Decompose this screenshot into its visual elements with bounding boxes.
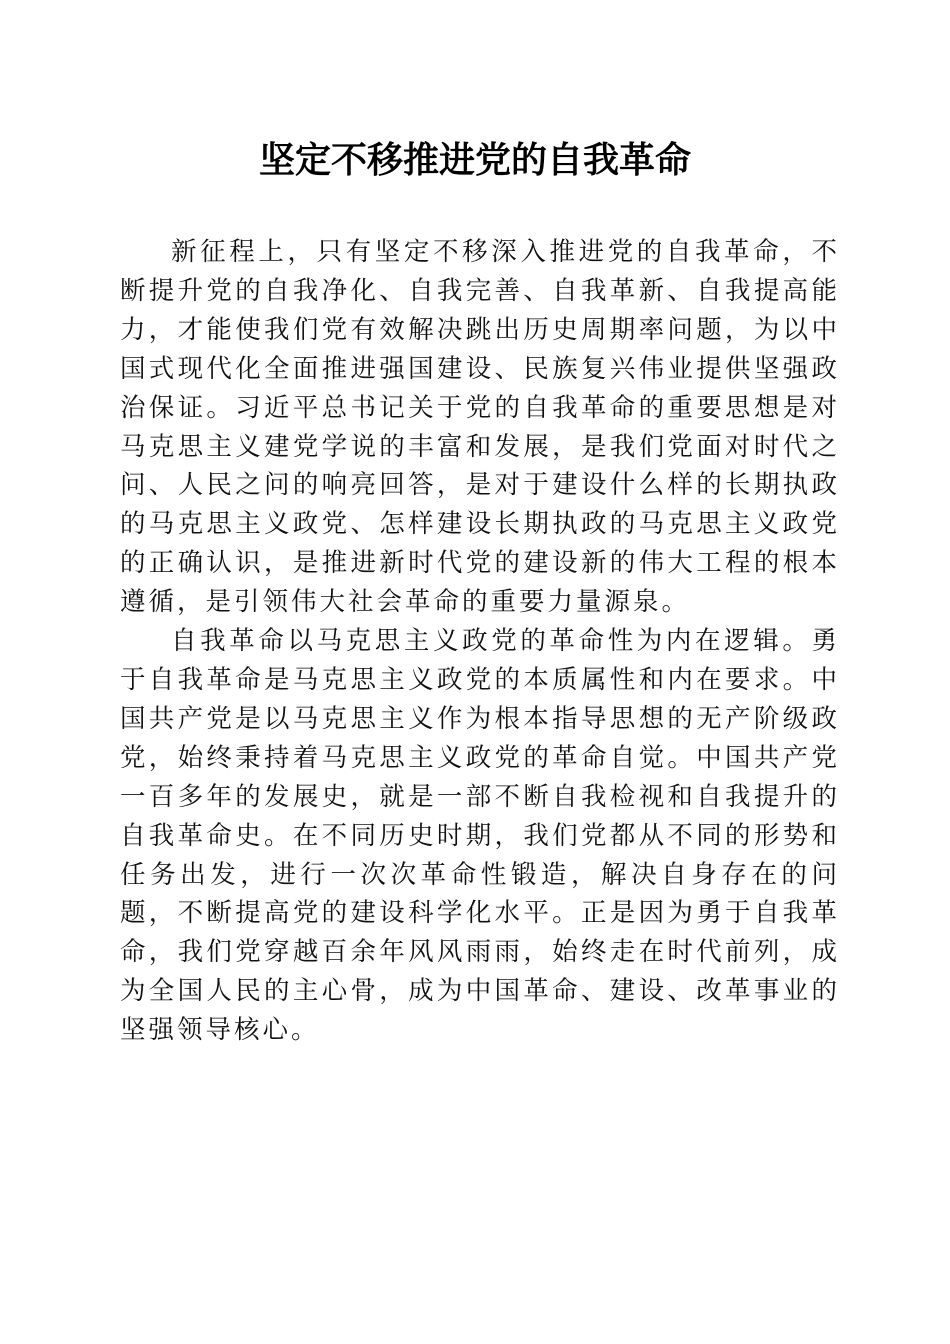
paragraph-1: 新征程上，只有坚定不移深入推进党的自我革命，不断提升党的自我净化、自我完善、自我革新、自我提高能力，才能使我们党有效解决跳出历史周期率问题，为以中国式现代化全面推进强国建设、民族复兴伟业提供坚强政治保证。习近平总书记关于党的自我革命的重要思想是对马克思主义建党学说的丰富和发展，是我们党面对时代之问、人民之问的响亮回答，是对于建设什么样的长期执政的马克思主义政党、怎样建设长期执政的马克思主义政党的正确认识，是推进新时代党的建设新的伟大工程的根本遵循，是引领伟大社会革命的重要力量源泉。	[120, 237, 840, 618]
document-body	[120, 233, 840, 1050]
document-title: 坚定不移推进党的自我革命	[258, 139, 691, 181]
paragraph-2: 自我革命以马克思主义政党的革命性为内在逻辑。勇于自我革命是马克思主义政党的本质属性和内在要求。中国共产党是以马克思主义作为根本指导思想的无产阶级政党，始终秉持着马克思主义政党的革命自觉。中国共产党一百多年的发展史，就是一部不断自我检视和自我提升的自我革命史。在不同历史时期，我们党都从不同的形势和任务出发，进行一次次革命性锻造，解决自身存在的问题，不断提高党的建设科学化水平。正是因为勇于自我革命，我们党穿越百余年风风雨雨，始终走在时代前列，成为全国人民的主心骨，成为中国革命、建设、改革事业的坚强领导核心。	[120, 626, 840, 1046]
